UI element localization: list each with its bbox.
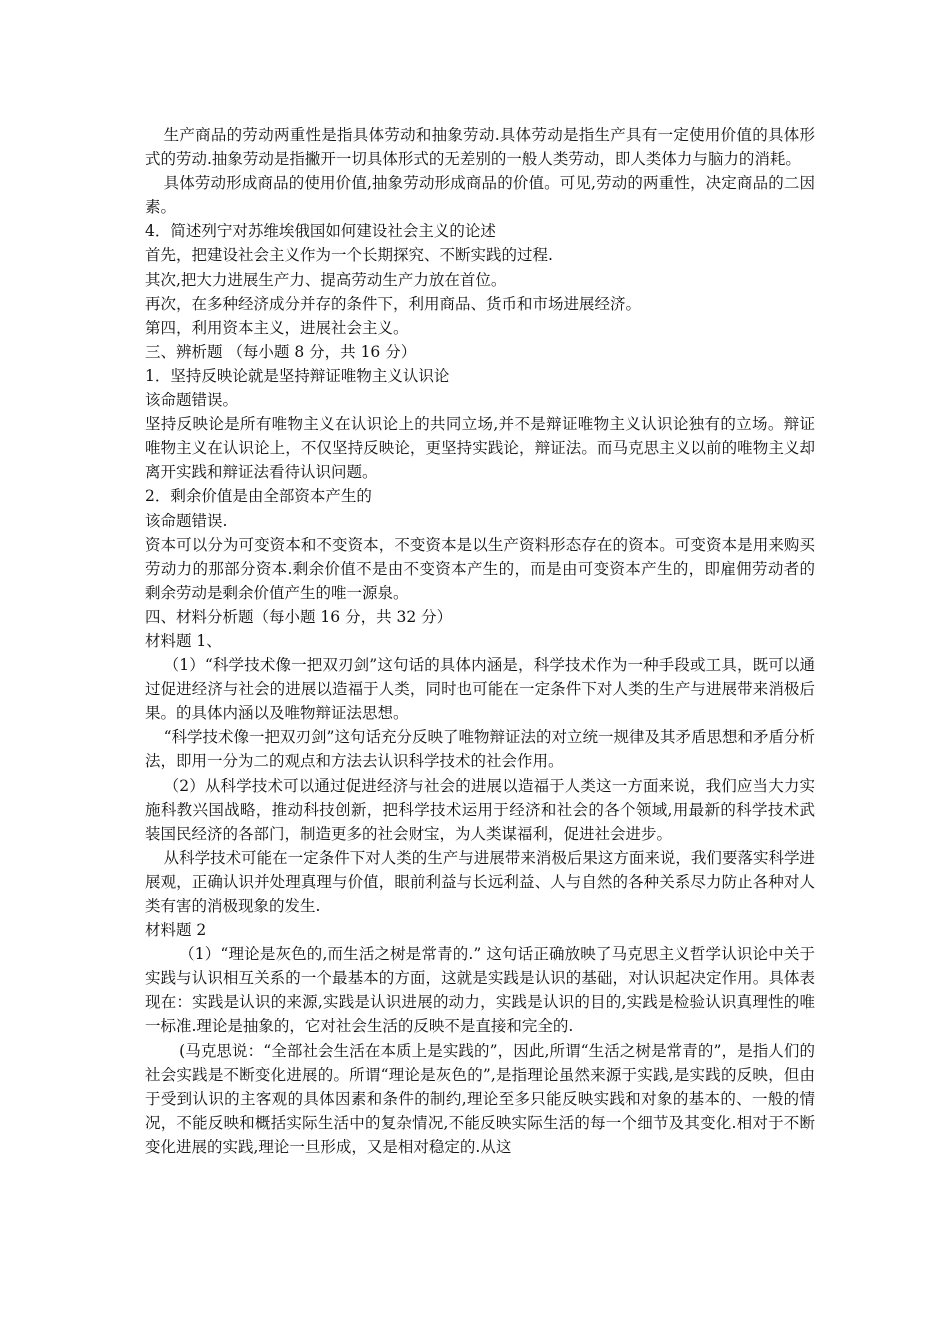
paragraph: 材料题 1、 xyxy=(145,631,222,650)
paragraph: 生产商品的劳动两重性是指具体劳动和抽象劳动.具体劳动是指生产具有一定使用价值的具体形式的劳动.抽象劳动是指撇开一切具体形式的无差别的一般人类劳动，即人类体力与脑力的消耗。 xyxy=(145,126,815,169)
paragraph: 从科学技术可能在一定条件下对人类的生产与进展带来消极后果这方面来说，我们要落实科学进展观，正确认识并处理真理与价值，眼前利益与长远利益、人与自然的各种关系尽力防止各种对人类有害的消极现象的发生. xyxy=(145,848,815,915)
paragraph: 其次,把大力进展生产力、提高劳动生产力放在首位。 xyxy=(145,270,507,289)
paragraph: “科学技术像一把双刃剑”这句话充分反映了唯物辩证法的对立统一规律及其矛盾思想和矛盾分析法，即用一分为二的观点和方法去认识科学技术的社会作用。 xyxy=(145,728,815,771)
paragraph: (马克思说：“全部社会生活在本质上是实践的”，因此,所谓“生活之树是常青的”，是指人们的社会实践是不断变化进展的。所谓“理论是灰色的”,是指理论虽然来源于实践,是实践的反映，但由于受到认识的主客观的具体因素和条件的制约,理论至多只能反映实践和对象的基本的、一般的情况，不能反映和概括实际生活中的复杂情况,不能反映实际生活的每一个细节及其变化.相对于不断变化进展的实践,理论一旦形成，又是相对稳定的.从这 xyxy=(145,1041,815,1156)
paragraph: （2）从科学技术可以通过促进经济与社会的进展以造福于人类这一方面来说，我们应当大力实施科教兴国战略，推动科技创新，把科学技术运用于经济和社会的各个领域,用最新的科学技术武装国民经济的各部门，制造更多的社会财宝，为人类谋福利，促进社会进步。 xyxy=(145,776,815,843)
paragraph: （1）“科学技术像一把双刃剑”这句话的具体内涵是，科学技术作为一种手段或工具，既可以通过促进经济与社会的进展以造福于人类，同时也可能在一定条件下对人类的生产与进展带来消极后果。的具体内涵以及唯物辩证法思想。 xyxy=(145,656,815,723)
paragraph: 四、材料分析题（每小题 16 分，共 32 分） xyxy=(145,607,453,626)
paragraph: 第四，利用资本主义，进展社会主义。 xyxy=(145,318,409,337)
paragraph: 材料题 2 xyxy=(145,921,207,940)
paragraph: 坚持反映论是所有唯物主义在认识论上的共同立场,并不是辩证唯物主义认识论独有的立场。辩证唯物主义在认识论上，不仅坚持反映论，更坚持实践论，辩证法。而马克思主义以前的唯物主义却离开实践和辩证法看待认识问题。 xyxy=(145,415,815,482)
paragraph: 资本可以分为可变资本和不变资本，不变资本是以生产资料形态存在的资本。可变资本是用来购买劳动力的那部分资本.剩余价值不是由不变资本产生的，而是由可变资本产生的，即雇佣劳动者的剩余劳动是剩余价值产生的唯一源泉。 xyxy=(145,535,815,602)
paragraph: 该命题错误。 xyxy=(145,391,239,410)
paragraph: 具体劳动形成商品的使用价值,抽象劳动形成商品的价值。可见,劳动的两重性，决定商品的二因素。 xyxy=(145,174,815,217)
paragraph: 再次，在多种经济成分并存的条件下，利用商品、货币和市场进展经济。 xyxy=(145,294,642,313)
paragraph: 2．剩余价值是由全部资本产生的 xyxy=(145,487,372,506)
paragraph: 1．坚持反映论就是坚持辩证唯物主义认识论 xyxy=(145,366,450,385)
paragraph: 三、辨析题 （每小题 8 分，共 16 分） xyxy=(145,342,417,361)
paragraph: （1）“理论是灰色的,而生活之树是常青的.” 这句话正确放映了马克思主义哲学认识论中关于实践与认识相互关系的一个最基本的方面，这就是实践是认识的基础，对认识起决定作用。具体表现在：实践是认识的来源,实践是认识进展的动力，实践是认识的目的,实践是检验认识真理性的唯一标准.理论是抽象的，它对社会生活的反映不是直接和完全的. xyxy=(145,945,815,1036)
document-page xyxy=(145,123,815,1159)
paragraph: 该命题错误. xyxy=(145,511,228,530)
paragraph: 4．简述列宁对苏维埃俄国如何建设社会主义的论述 xyxy=(145,222,496,241)
paragraph: 首先，把建设社会主义作为一个长期探究、不断实践的过程. xyxy=(145,246,553,265)
